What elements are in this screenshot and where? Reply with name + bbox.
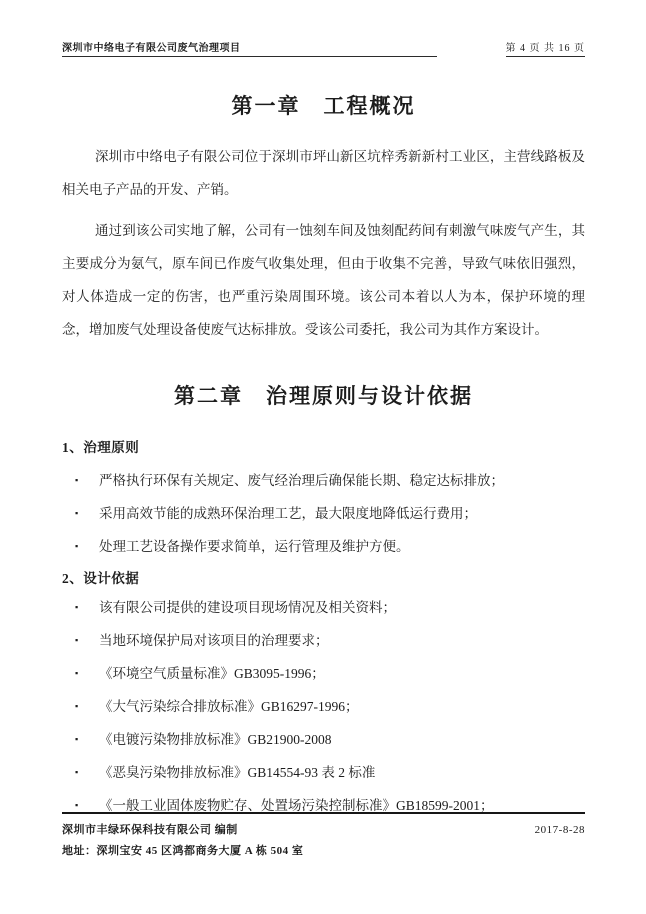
design-basis-bullet-list	[62, 591, 585, 822]
section-heading-principles: 1、治理原则	[62, 440, 140, 455]
bullet-icon: ▪	[75, 635, 79, 645]
body-paragraph: 通过到该公司实地了解，公司有一蚀刻车间及蚀刻配药间有刺激气味废气产生，其主要成分为氨气，原车间已作废气收集处理，但由于收集不完善，导致气味依旧强烈，对人体造成一定的伤害，也严重污染周围环境。该公司本着以人为本，保护环境的理念，增加废气处理设备使废气达标排放。受该公司委托，我公司为其作方案设计。	[62, 223, 585, 337]
page-footer	[62, 812, 585, 858]
header-page-number: 第 4 页 共 16 页	[506, 39, 586, 57]
bullet-icon: ▪	[75, 734, 79, 744]
list-item	[62, 723, 585, 756]
bullet-icon: ▪	[75, 668, 79, 678]
list-item	[62, 591, 585, 624]
list-item	[62, 497, 585, 530]
chapter1-title: 第一章 工程概况	[231, 94, 416, 118]
list-item	[62, 690, 585, 723]
list-item-text: 当地环境保护局对该项目的治理要求；	[99, 633, 329, 648]
list-item	[62, 530, 585, 563]
bullet-icon: ▪	[75, 701, 79, 711]
list-item-text: 采用高效节能的成熟环保治理工艺，最大限度地降低运行费用；	[99, 506, 477, 521]
list-item	[62, 756, 585, 789]
list-item-text: 《一般工业固体废物贮存、处置场污染控制标准》GB18599-2001；	[99, 798, 494, 813]
list-item-text: 《环境空气质量标准》GB3095-1996；	[99, 666, 325, 681]
document-body	[62, 78, 585, 822]
page-header	[62, 39, 585, 57]
footer-date: 2017-8-28	[534, 824, 585, 836]
principles-bullet-list	[62, 464, 585, 563]
list-item	[62, 657, 585, 690]
footer-company: 深圳市丰绿环保科技有限公司 编制	[62, 824, 238, 836]
section-heading-design-basis: 2、设计依据	[62, 571, 140, 586]
bullet-icon: ▪	[75, 800, 79, 810]
body-paragraph: 深圳市中络电子有限公司位于深圳市坪山新区坑梓秀新新村工业区，主营线路板及相关电子产品的开发、产销。	[62, 149, 585, 197]
bullet-icon: ▪	[75, 508, 79, 518]
list-item-text: 《电镀污染物排放标准》GB21900-2008	[99, 732, 332, 747]
list-item-text: 该有限公司提供的建设项目现场情况及相关资料；	[99, 600, 396, 615]
list-item-text: 《恶臭污染物排放标准》GB14554-93 表 2 标准	[99, 765, 376, 780]
list-item-text: 严格执行环保有关规定、废气经治理后确保能长期、稳定达标排放；	[99, 473, 504, 488]
bullet-icon: ▪	[75, 541, 79, 551]
chapter2-title: 第二章 治理原则与设计依据	[174, 384, 473, 408]
list-item-text: 《大气污染综合排放标准》GB16297-1996；	[99, 699, 359, 714]
footer-address: 地址：深圳宝安 45 区鸿都商务大厦 A 栋 504 室	[62, 845, 304, 857]
bullet-icon: ▪	[75, 767, 79, 777]
header-project-title: 深圳市中络电子有限公司废气治理项目	[62, 39, 437, 57]
bullet-icon: ▪	[75, 602, 79, 612]
list-item	[62, 624, 585, 657]
list-item	[62, 464, 585, 497]
list-item-text: 处理工艺设备操作要求简单，运行管理及维护方便。	[99, 539, 410, 554]
footer-row	[62, 821, 585, 837]
bullet-icon: ▪	[75, 475, 79, 485]
